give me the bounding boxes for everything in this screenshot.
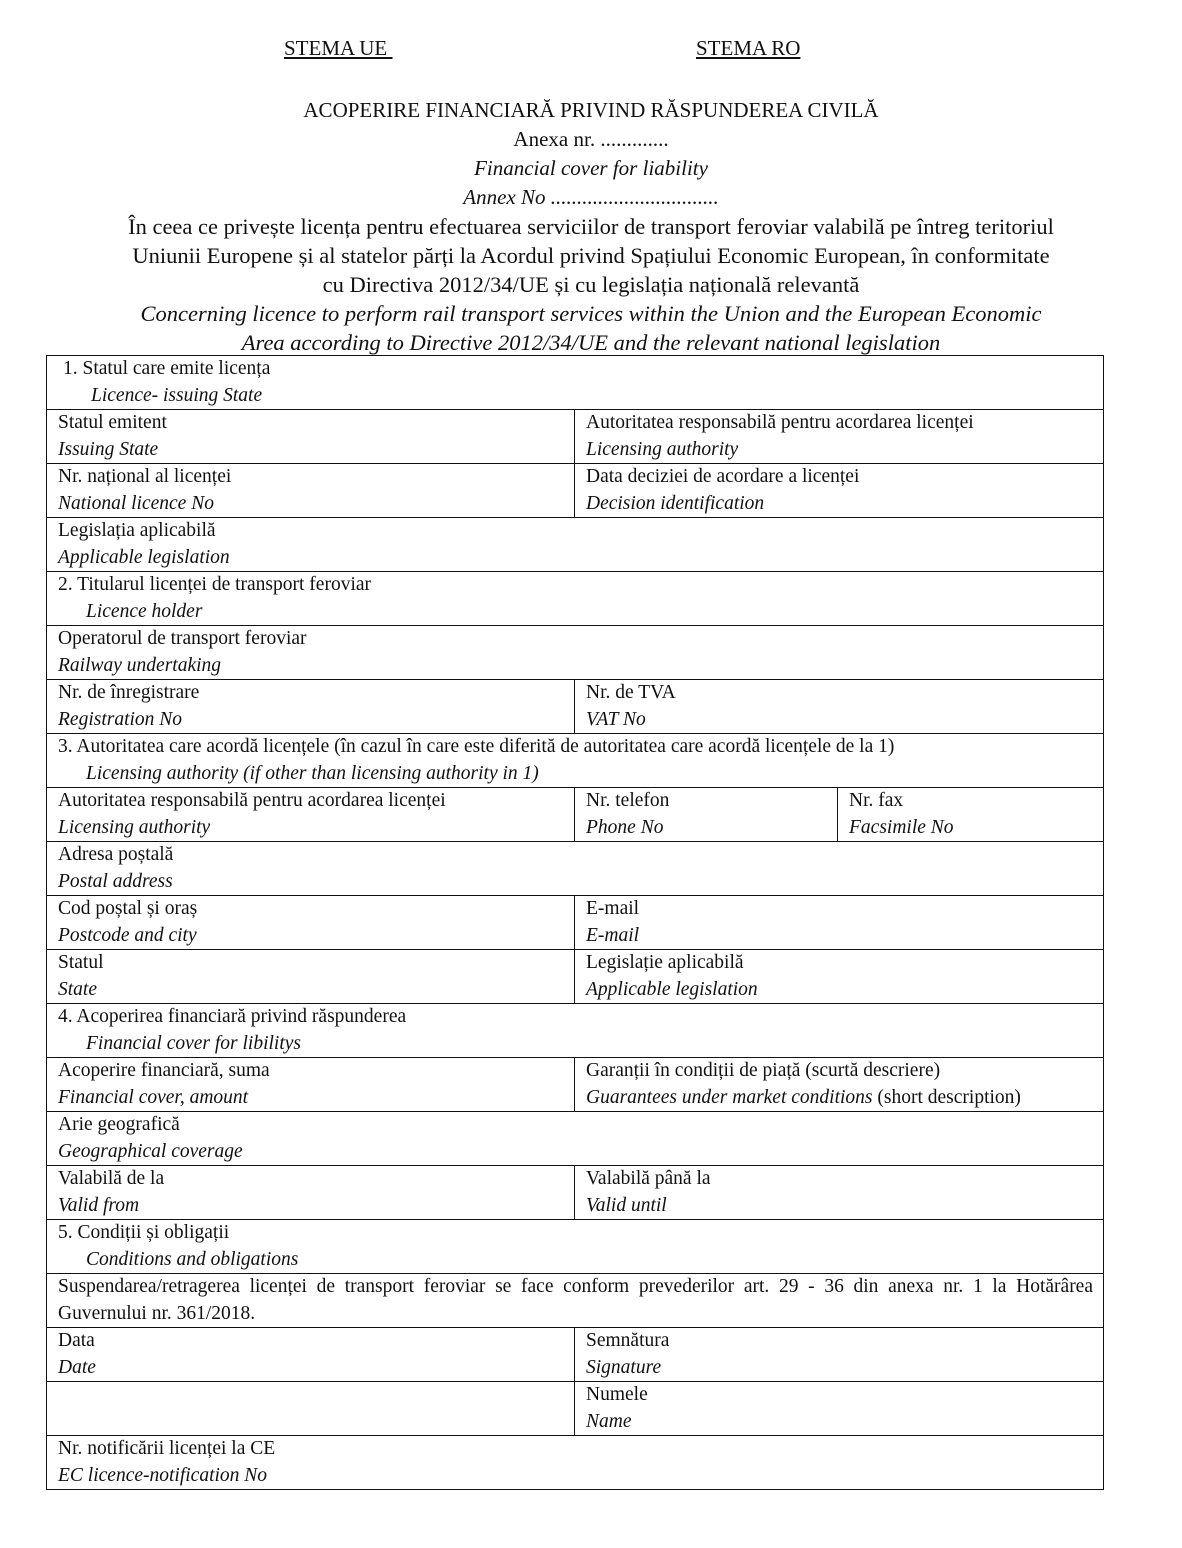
decision-date-label-en: Decision identification	[586, 492, 765, 514]
ec-notification-label-en: EC licence-notification No	[58, 1464, 268, 1486]
date-field[interactable]	[47, 1328, 575, 1382]
valid-from-label: Valabilă de la	[58, 1168, 165, 1189]
date-label: Data	[58, 1330, 95, 1351]
phone-no-field[interactable]	[575, 788, 838, 842]
applicable-legislation-3-label-en: Applicable legislation	[586, 978, 758, 1000]
section-5-title: 5. Condiții și obligații	[58, 1222, 230, 1243]
email-label: E-mail	[586, 898, 640, 919]
registration-no-label-en: Registration No	[58, 708, 183, 730]
applicable-legislation-3-label: Legislație aplicabilă	[586, 952, 744, 973]
national-licence-no-label-en: National licence No	[58, 492, 214, 514]
geographical-coverage-label-en: Geographical coverage	[58, 1140, 243, 1162]
name-label-en: Name	[586, 1410, 632, 1432]
section-4-subtitle: Financial cover for libilitys	[86, 1032, 302, 1054]
empty-cell	[47, 1382, 575, 1436]
ec-notification-label: Nr. notificării licenței la CE	[58, 1438, 276, 1459]
valid-until-label: Valabilă până la	[586, 1168, 711, 1189]
applicable-legislation-field[interactable]	[47, 518, 1104, 572]
ro-emblem-label: STEMA RO	[696, 36, 801, 60]
license-form-table	[46, 355, 1104, 1490]
licensing-authority-3-field[interactable]	[47, 788, 575, 842]
issuing-state-label: Statul emitent	[58, 412, 167, 433]
guarantees-label: Garanții în condiții de piață (scurtă descriere)	[586, 1060, 941, 1081]
geographical-coverage-label: Arie geografică	[58, 1114, 180, 1135]
licensing-authority-label-en: Licensing authority	[586, 438, 739, 460]
phone-no-label-en: Phone No	[586, 816, 664, 838]
state-label-en: State	[58, 978, 97, 1000]
section-4-title: 4. Acoperirea financiară privind răspunderea	[58, 1006, 407, 1027]
scope-en-line-1: Concerning licence to perform rail transport services within the Union and the European Economic	[140, 301, 1042, 326]
section-1-row	[47, 356, 1104, 410]
postal-address-label: Adresa poștală	[58, 844, 174, 865]
scope-ro-line-3: cu Directiva 2012/34/UE și cu legislația națională relevantă	[322, 272, 860, 297]
signature-label-en: Signature	[586, 1356, 662, 1378]
section-3-subtitle: Licensing authority (if other than licensing authority in 1)	[86, 762, 539, 784]
section-2-subtitle: Licence holder	[86, 600, 203, 622]
decision-date-field[interactable]	[575, 464, 1104, 518]
fax-no-label-en: Facsimile No	[849, 816, 954, 838]
vat-no-label-en: VAT No	[586, 708, 646, 730]
licensing-authority-field[interactable]	[575, 410, 1104, 464]
geographical-coverage-field[interactable]	[47, 1112, 1104, 1166]
ec-notification-field[interactable]	[47, 1436, 1104, 1490]
licensing-authority-3-label: Autoritatea responsabilă pentru acordarea licenței	[58, 790, 446, 811]
financial-cover-amount-label: Acoperire financiară, suma	[58, 1060, 270, 1081]
annex-ro: Anexa nr. .............	[513, 127, 669, 151]
suspension-text: Suspendarea/retragerea licenței de transport feroviar se face conform prevederilor art. 29 - 36 din anexa nr. 1 la Hotărârea Guvernului nr. 361/2018.	[58, 1276, 1093, 1324]
annex-en: Annex No ................................	[463, 185, 719, 209]
fax-no-field[interactable]	[838, 788, 1104, 842]
section-5-subtitle: Conditions and obligations	[86, 1248, 299, 1270]
licensing-authority-3-label-en: Licensing authority	[58, 816, 211, 838]
phone-no-label: Nr. telefon	[586, 790, 670, 811]
applicable-legislation-label-en: Applicable legislation	[58, 546, 230, 568]
vat-no-field[interactable]	[575, 680, 1104, 734]
valid-until-field[interactable]	[575, 1166, 1104, 1220]
state-label: Statul	[58, 952, 104, 973]
licensing-authority-label: Autoritatea responsabilă pentru acordarea licenței	[586, 412, 974, 433]
postal-address-field[interactable]	[47, 842, 1104, 896]
section-2-title: 2. Titularul licenței de transport feroviar	[58, 574, 372, 595]
guarantees-label-en	[586, 1085, 1093, 1112]
name-field[interactable]	[575, 1382, 1104, 1436]
signature-label: Semnătura	[586, 1330, 670, 1351]
section-3-header	[47, 734, 1104, 788]
valid-until-label-en: Valid until	[586, 1194, 667, 1216]
document-header	[0, 96, 1182, 357]
guarantees-label-en-plain: (short description)	[872, 1086, 1021, 1108]
section-2-header	[47, 572, 1104, 626]
suspension-paragraph	[47, 1274, 1104, 1328]
title-en: Financial cover for liability	[474, 156, 708, 180]
postcode-city-field[interactable]	[47, 896, 575, 950]
section-1-header	[47, 356, 1104, 410]
name-label: Numele	[586, 1384, 648, 1405]
decision-date-label: Data deciziei de acordare a licenței	[586, 466, 860, 487]
section-5-header	[47, 1220, 1104, 1274]
section-1-title: 1. Statul care emite licența	[63, 358, 271, 379]
section-1-subtitle: Licence- issuing State	[91, 384, 263, 406]
guarantees-field[interactable]	[575, 1058, 1104, 1112]
postal-address-label-en: Postal address	[58, 870, 173, 892]
email-label-en: E-mail	[586, 924, 640, 946]
title-ro: ACOPERIRE FINANCIARĂ PRIVIND RĂSPUNDEREA CIVILĂ	[303, 98, 879, 122]
registration-no-field[interactable]	[47, 680, 575, 734]
email-field[interactable]	[575, 896, 1104, 950]
financial-cover-amount-label-en: Financial cover, amount	[58, 1086, 249, 1108]
applicable-legislation-label: Legislația aplicabilă	[58, 520, 216, 541]
national-licence-no-field[interactable]	[47, 464, 575, 518]
eu-emblem-label: STEMA UE	[284, 36, 393, 60]
scope-en-line-2: Area according to Directive 2012/34/UE and the relevant national legislation	[241, 330, 941, 355]
railway-undertaking-field[interactable]	[47, 626, 1104, 680]
valid-from-field[interactable]	[47, 1166, 575, 1220]
guarantees-label-en-italic: Guarantees under market conditions	[586, 1086, 873, 1108]
financial-cover-amount-field[interactable]	[47, 1058, 575, 1112]
postcode-city-label-en: Postcode and city	[58, 924, 197, 946]
railway-undertaking-label: Operatorul de transport feroviar	[58, 628, 307, 649]
signature-field[interactable]	[575, 1328, 1104, 1382]
postcode-city-label: Cod poștal și oraș	[58, 898, 198, 919]
issuing-state-label-en: Issuing State	[58, 438, 159, 460]
applicable-legislation-3-field[interactable]	[575, 950, 1104, 1004]
national-licence-no-label: Nr. național al licenței	[58, 466, 232, 487]
valid-from-label-en: Valid from	[58, 1194, 140, 1216]
issuing-state-field[interactable]	[47, 410, 575, 464]
section-4-header	[47, 1004, 1104, 1058]
date-label-en: Date	[58, 1356, 96, 1378]
registration-no-label: Nr. de înregistrare	[58, 682, 200, 703]
vat-no-label: Nr. de TVA	[586, 682, 676, 703]
section-3-title: 3. Autoritatea care acordă licențele (în cazul în care este diferită de autoritatea care acordă licențele de la 1)	[58, 736, 895, 757]
scope-ro-line-2: Uniunii Europene și al statelor părți la Acordul privind Spațiului Economic European, în conformitate	[132, 243, 1050, 268]
state-field[interactable]	[47, 950, 575, 1004]
railway-undertaking-label-en: Railway undertaking	[58, 654, 222, 676]
scope-ro-line-1: În ceea ce privește licența pentru efectuarea serviciilor de transport feroviar valabilă pe întreg teritoriul	[128, 214, 1054, 239]
fax-no-label: Nr. fax	[849, 790, 904, 811]
